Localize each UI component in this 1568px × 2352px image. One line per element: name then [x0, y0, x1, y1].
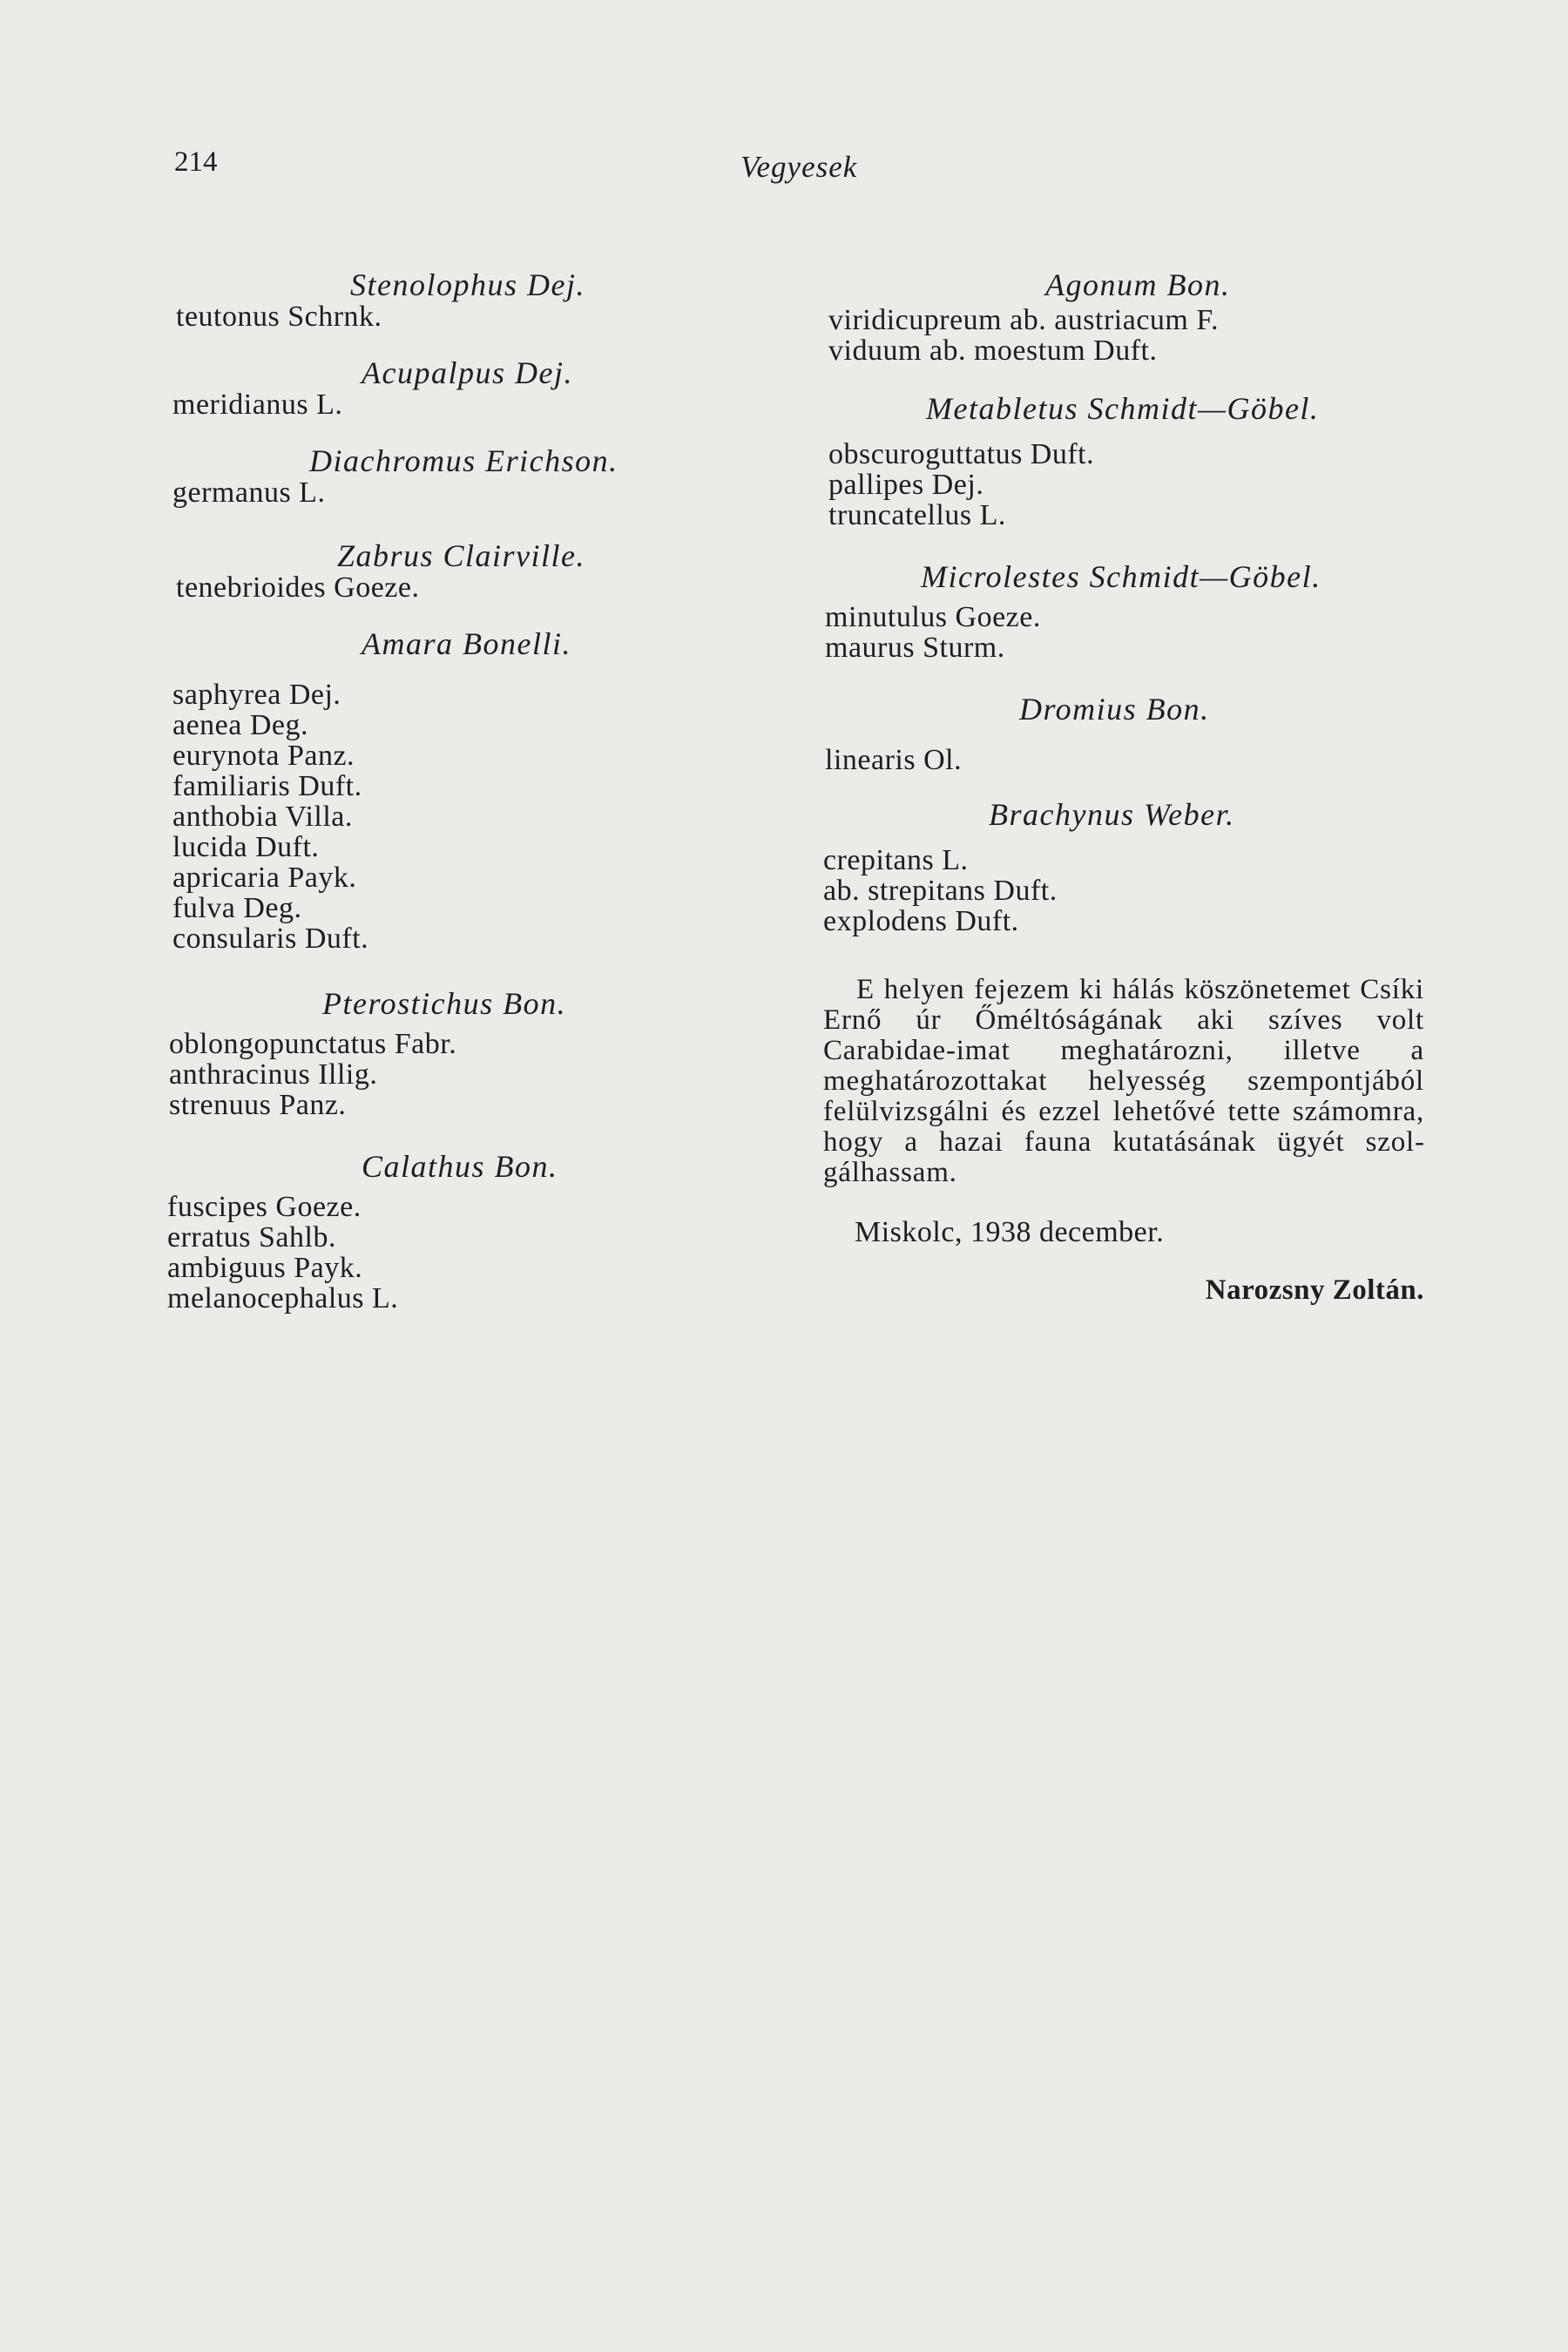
species-entry: fuscipes Goeze. — [167, 1191, 362, 1223]
species-entry: eurynota Panz. — [172, 740, 355, 772]
species-list — [823, 845, 1433, 936]
genus-heading: Stenolophus Dej. — [350, 267, 585, 302]
species-entry: crepitans L. — [823, 844, 969, 876]
genus-heading: Calathus Bon. — [362, 1149, 558, 1184]
genus-heading: Zabrus Clairville. — [337, 538, 586, 573]
species-entry: lucida Duft. — [172, 831, 320, 863]
genus-heading: Acupalpus Dej. — [362, 355, 573, 390]
species-entry: linearis Ol. — [825, 744, 963, 776]
genus-heading: Brachynus Weber. — [989, 797, 1235, 832]
genus-group — [823, 392, 1433, 531]
left-column — [166, 268, 688, 1314]
species-entry: anthracinus Illig. — [169, 1058, 378, 1091]
genus-heading: Microlestes Schmidt—Göbel. — [921, 559, 1321, 594]
species-entry: truncatellus L. — [828, 499, 1006, 531]
page-number: 214 — [174, 146, 218, 178]
genus-heading: Dromius Bon. — [1019, 692, 1210, 727]
species-list — [166, 679, 688, 954]
genus-heading: Amara Bonelli. — [362, 626, 571, 661]
genus-group — [166, 987, 688, 1120]
running-title: Vegyesek — [740, 150, 858, 184]
species-entry: melanocephalus L. — [167, 1282, 399, 1315]
species-entry: anthobia Villa. — [172, 801, 353, 833]
acknowledgement-paragraph: E helyen fejezem ki hálás köszönetemet Csíki Ernő úr Őméltóságának aki szíves volt Carabidae-imat meghatározni, illetve a meghatározottakat helyesség szempontjából felülvizsgálni és ezzel lehetővé tette számomra, hogy a hazai fauna kutatásának ügyét szolgálhassam. — [823, 974, 1424, 1188]
page-header — [0, 146, 1568, 190]
genus-heading: Pterostichus Bon. — [322, 986, 567, 1021]
genus-group — [823, 693, 1433, 775]
genus-group — [166, 444, 688, 508]
species-entry: tenebrioides Goeze. — [176, 571, 420, 604]
species-entry: meridianus L. — [172, 389, 343, 421]
species-entry: ab. strepitans Duft. — [823, 875, 1058, 907]
genus-group — [166, 356, 688, 420]
genus-group — [166, 539, 688, 603]
species-entry: apricaria Payk. — [172, 862, 357, 894]
species-list — [166, 477, 688, 508]
species-list — [823, 305, 1433, 366]
species-entry: aenea Deg. — [172, 709, 309, 741]
right-column — [823, 268, 1433, 1307]
species-entry: pallipes Dej. — [828, 469, 984, 501]
species-entry: germanus L. — [172, 476, 326, 509]
genus-group — [166, 627, 688, 954]
species-entry: viduum ab. moestum Duft. — [828, 335, 1158, 367]
genus-group — [166, 268, 688, 332]
species-entry: maurus Sturm. — [825, 632, 1005, 664]
genus-heading: Diachromus Erichson. — [309, 443, 618, 478]
genus-group — [166, 1150, 688, 1314]
species-entry: erratus Sahlb. — [167, 1221, 336, 1254]
species-list — [823, 439, 1433, 531]
genus-group — [823, 560, 1433, 663]
genus-heading: Agonum Bon. — [1045, 267, 1231, 302]
species-entry: minutulus Goeze. — [825, 601, 1041, 633]
species-list — [823, 602, 1433, 663]
species-entry: viridicupreum ab. austriacum F. — [828, 304, 1220, 336]
place-date: Miskolc, 1938 december. — [855, 1216, 1165, 1248]
species-entry: obscuroguttatus Duft. — [828, 438, 1095, 470]
species-list — [166, 389, 688, 420]
species-list — [166, 301, 688, 332]
genus-heading: Metabletus Schmidt—Göbel. — [926, 391, 1320, 426]
species-entry: ambiguus Payk. — [167, 1252, 363, 1284]
species-entry: strenuus Panz. — [169, 1089, 347, 1121]
species-list — [166, 1192, 688, 1314]
species-entry: consularis Duft. — [172, 923, 369, 955]
species-entry: teutonus Schrnk. — [176, 301, 382, 333]
species-entry: explodens Duft. — [823, 905, 1019, 937]
genus-group — [823, 798, 1433, 936]
species-entry: saphyrea Dej. — [172, 679, 341, 711]
species-entry: fulva Deg. — [172, 892, 302, 924]
species-entry: oblongopunctatus Fabr. — [169, 1028, 457, 1060]
species-list — [166, 572, 688, 603]
author-signature: Narozsny Zoltán. — [1205, 1274, 1424, 1306]
genus-group — [823, 268, 1433, 366]
species-entry: familiaris Duft. — [172, 770, 362, 802]
species-list — [166, 1029, 688, 1120]
species-list — [823, 745, 1433, 775]
